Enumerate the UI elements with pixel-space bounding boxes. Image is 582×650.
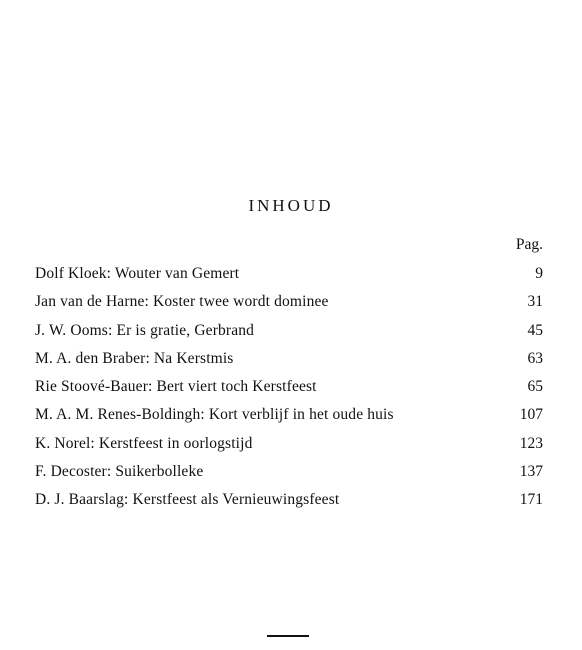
toc-entry: [35, 317, 543, 345]
contents-heading: INHOUD: [248, 196, 334, 215]
toc-entry-title: Rie Stoové-Bauer: Bert viert toch Kerstfeest: [35, 378, 317, 396]
toc-entry-title: F. Decoster: Suikerbolleke: [35, 463, 204, 481]
toc-entry-page: 63: [527, 349, 543, 367]
toc-entry-title: Jan van de Harne: Koster twee wordt dominee: [35, 293, 329, 311]
toc-entry: [35, 260, 543, 288]
toc-entry-title: Dolf Kloek: Wouter van Gemert: [35, 265, 240, 282]
toc-entry: [35, 288, 543, 316]
bottom-divider: [267, 635, 309, 637]
toc-entry: [35, 345, 543, 373]
toc-entry: [35, 401, 543, 429]
toc-entry: [35, 373, 543, 401]
toc-entry: [35, 486, 543, 514]
toc-entry: [35, 430, 543, 458]
toc-entry-title: J. W. Ooms: Er is gratie, Gerbrand: [35, 321, 255, 339]
toc-entry-page: 123: [519, 434, 543, 452]
toc-entry-page: 137: [519, 463, 543, 481]
toc-entry-page: 107: [519, 406, 543, 424]
toc-entry-page: 31: [527, 293, 543, 311]
toc-entry-page: 45: [527, 321, 543, 339]
toc-entry-page: 65: [527, 378, 543, 396]
toc-entry-page: 171: [519, 491, 543, 509]
toc-entry-title: M. A. M. Renes-Boldingh: Kort verblijf in het oude huis: [35, 406, 394, 424]
toc-entry-title: M. A. den Braber: Na Kerstmis: [35, 349, 234, 367]
page-column-label: Pag.: [515, 236, 543, 253]
toc-entry-page: 9: [535, 265, 543, 282]
toc-entry-title: K. Norel: Kerstfeest in oorlogstijd: [35, 434, 253, 452]
table-of-contents: [35, 260, 543, 515]
toc-entry-title: D. J. Baarslag: Kerstfeest als Vernieuwingsfeest: [35, 491, 340, 509]
toc-entry: [35, 458, 543, 486]
